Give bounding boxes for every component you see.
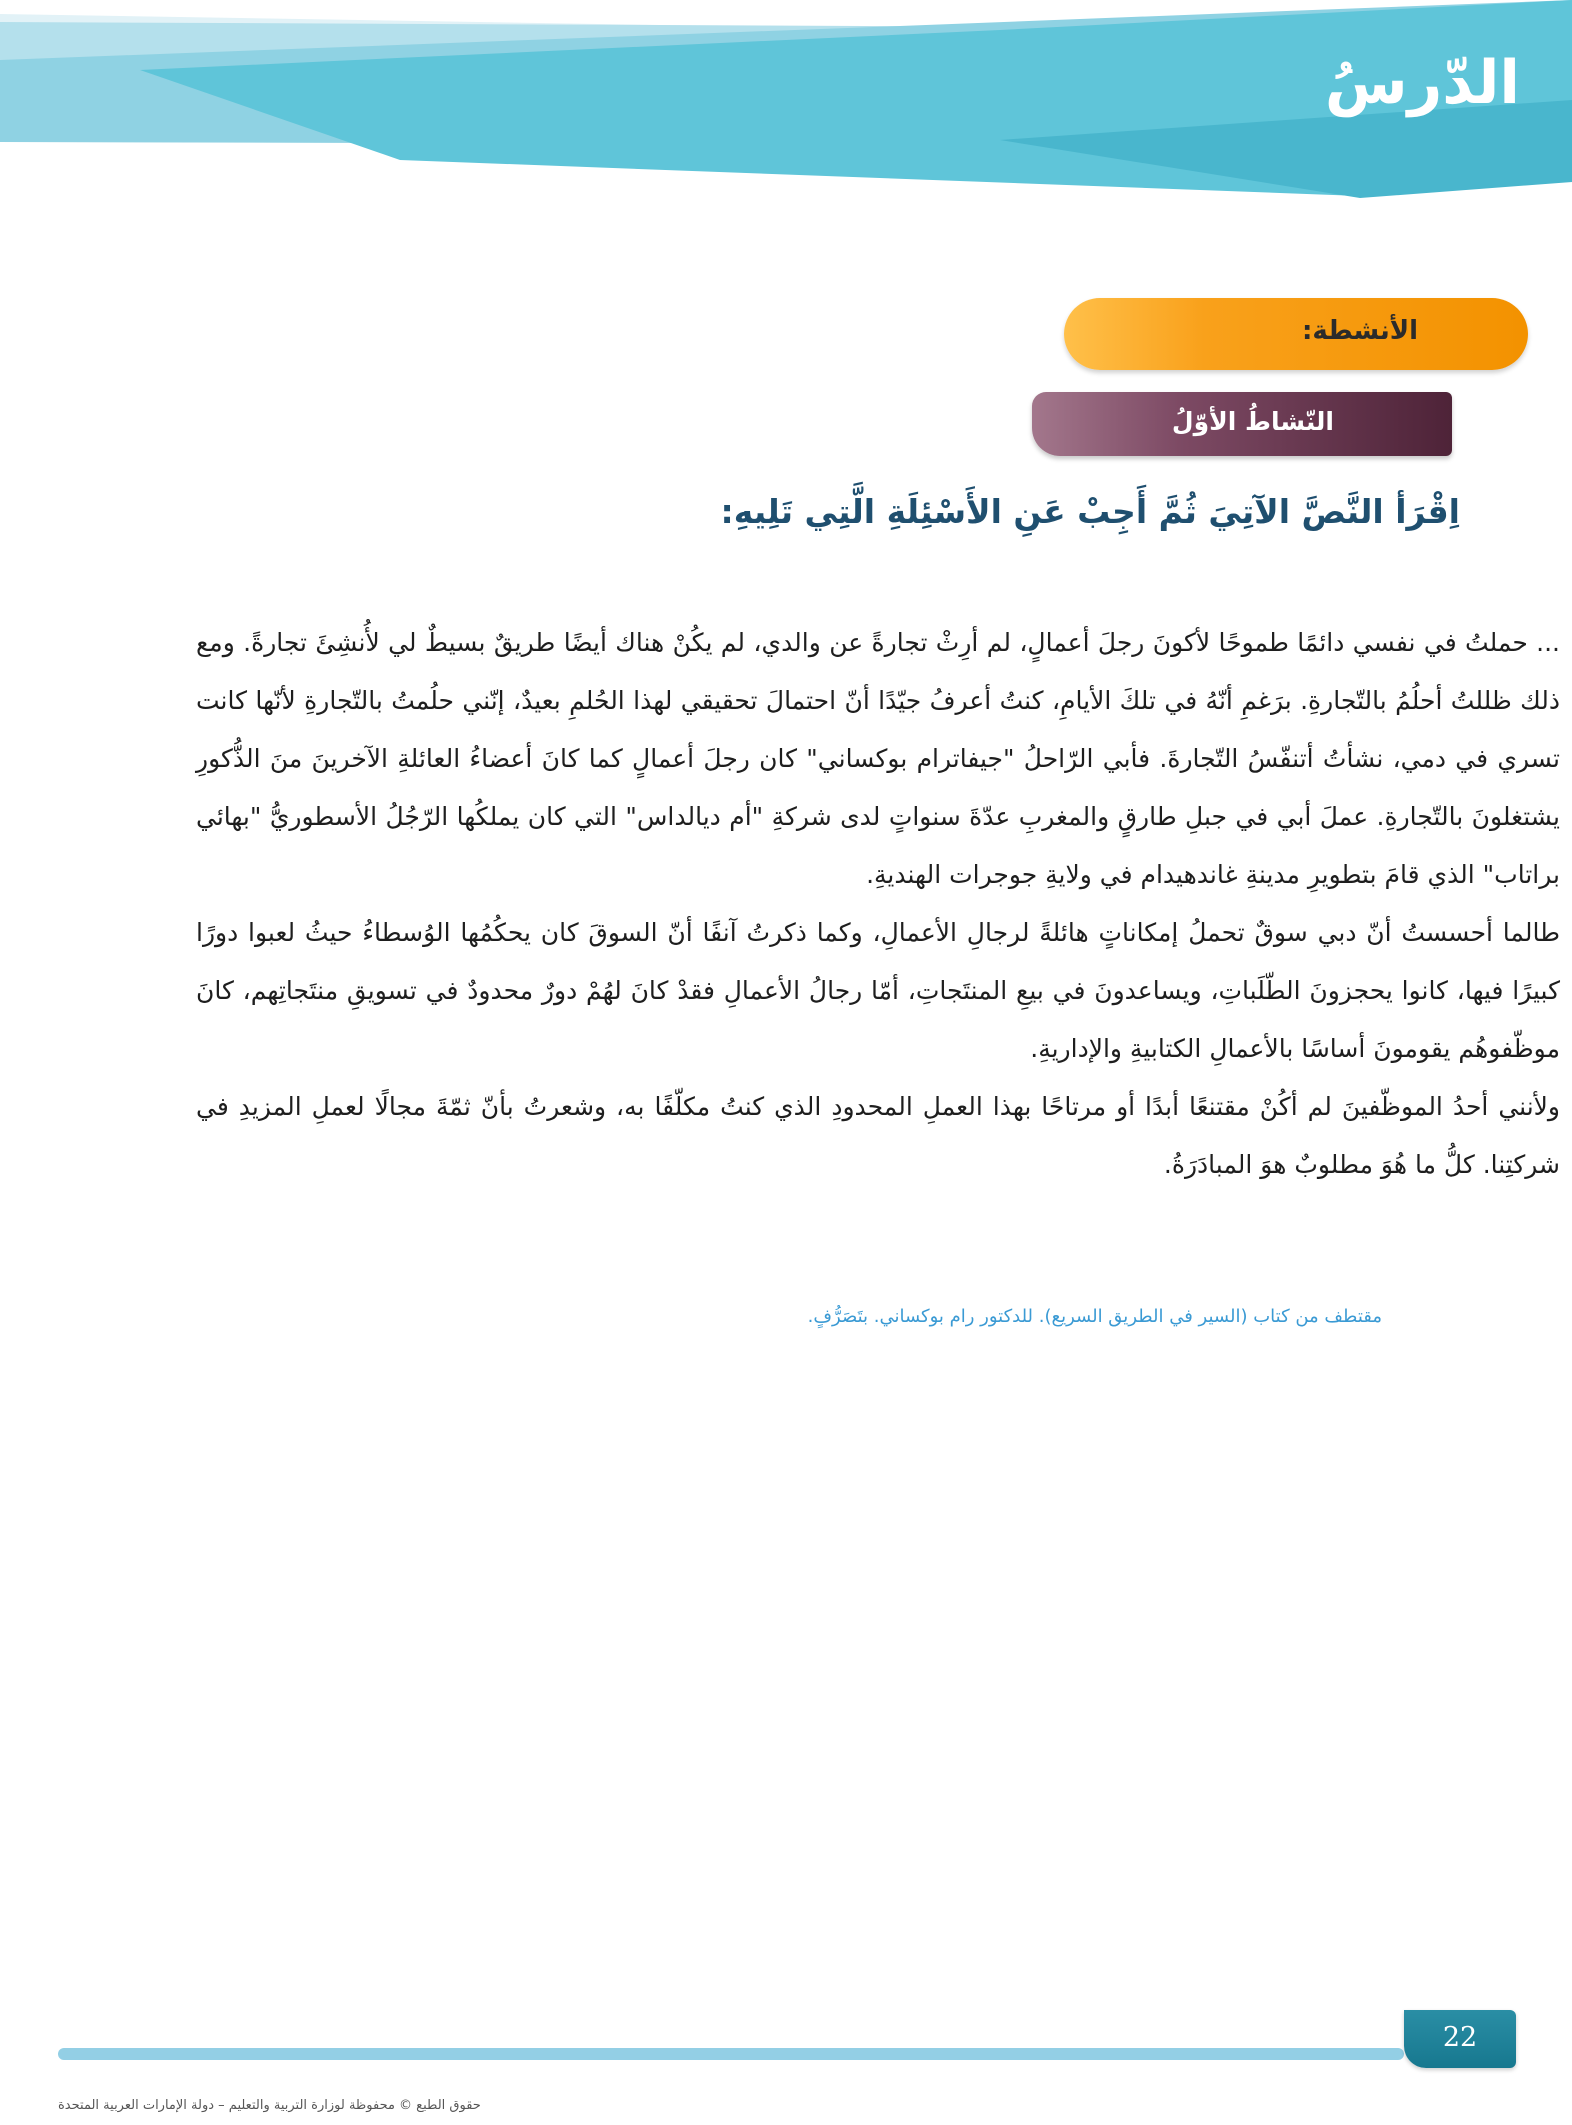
lesson-title: الدّرسُ xyxy=(1324,48,1520,118)
first-activity-label: النّشاطُ الأوّلُ xyxy=(1171,407,1334,436)
page-number-tab xyxy=(1404,2010,1516,2068)
copyright-note: حقوق الطبع © محفوظة لوزارة التربية والتعليم – دولة الإمارات العربية المتحدة xyxy=(58,2098,481,2113)
first-activity-tab xyxy=(1032,392,1452,456)
instruction-text: اِقْرَأ النَّصَّ الآتِيَ ثُمَّ أَجِبْ عَنِ الأَسْئِلَةِ الَّتِي تَلِيهِ: xyxy=(720,492,1460,531)
reading-passage xyxy=(196,614,1560,1194)
activities-label-text: الأنشطة: xyxy=(1302,316,1418,346)
activities-label xyxy=(1064,298,1528,370)
passage-paragraph-3: ولأنني أحدُ الموظّفينَ لم أكُنْ مقتنعًا أبدًا أو مرتاحًا بهذا العملِ المحدودِ الذي كنتُ مكلّفًا به، وشعرتُ بأنّ ثمّةَ مجالًا لعملِ المزيدِ في شركتِنا. كلُّ ما هُوَ مطلوبٌ هوَ المبادَرَةُ. xyxy=(196,1092,1560,1179)
footer-bar xyxy=(58,2048,1404,2060)
passage-paragraph-1: ... حملتُ في نفسي دائمًا طموحًا لأكونَ رجلَ أعمالٍ، لم أرِثْ تجارةً عن والدي، لم يكُنْ هناك أيضًا طريقٌ بسيطٌ لي لأُنشِئَ تجارةً. ومع ذلك ظللتُ أحلُمُ بالتّجارةِ. برَغمِ أنّهُ في تلكَ الأيامِ، كنتُ أعرفُ جيّدًا أنّ احتمالَ تحقيقي لهذا الحُلمِ بعيدٌ، إنّني حلُمتُ بالتّجارةِ لأنّها كانت تسري في دمي، نشأتُ أتنفّسُ التّجارةَ. فأبي الرّاحلُ "جيفاترام بوكساني" كان رجلَ أعمالٍ كما كانَ أعضاءُ العائلةِ الآخرينَ منَ الذُّكورِ يشتغلونَ بالتّجارةِ. عملَ أبي في جبلِ طارقٍ والمغربِ عدّةَ سنواتٍ لدى شركةِ "أم ديالداس" التي كان يملكُها الرّجُلُ الأسطوريُّ "بهائي براتاب" الذي قامَ بتطويرِ مدينةِ غاندهيدام في ولايةِ جوجرات الهنديةِ. xyxy=(196,628,1560,889)
page-number: 22 xyxy=(1442,2022,1478,2053)
source-citation: مقتطف من كتاب (السير في الطريق السريع). للدكتور رام بوكساني. بتَصَرُّفٍ. xyxy=(807,1306,1382,1327)
passage-paragraph-2: طالما أحسستُ أنّ دبي سوقٌ تحملُ إمكاناتٍ هائلةً لرجالِ الأعمالِ، وكما ذكرتُ آنفًا أنّ السوقَ كان يحكُمُها الوُسطاءُ حيثُ لعبوا دورًا كبيرًا فيها، كانوا يحجزونَ الطّلَباتِ، ويساعدونَ في بيعِ المنتَجاتِ، أمّا رجالُ الأعمالِ فقدْ كانَ لهُمْ دورٌ محدودٌ في تسويقِ منتَجاتِهم، كانَ موظّفوهُم يقومونَ أساسًا بالأعمالِ الكتابيةِ والإداريةِ. xyxy=(196,918,1560,1063)
